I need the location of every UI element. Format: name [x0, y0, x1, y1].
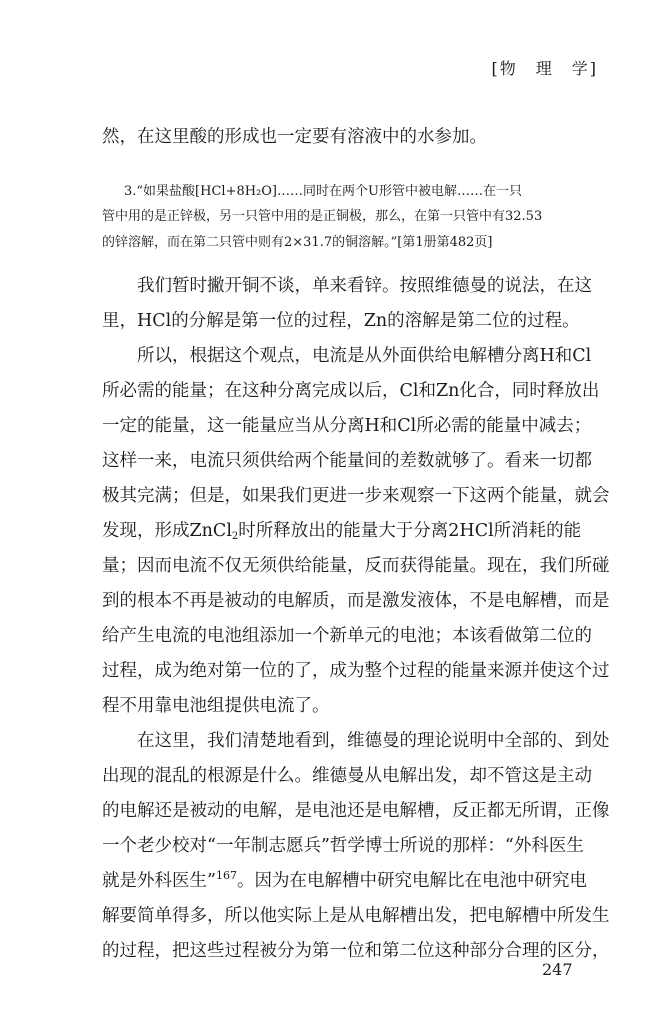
paragraph-line: 然，在这里酸的形成也一定要有溶液中的水参加。	[102, 127, 487, 147]
paragraph-line: 所以，根据这个观点，电流是从外面供给电解槽分离H和Cl	[102, 346, 592, 366]
paragraph-line	[102, 867, 587, 892]
page-number: 247	[542, 960, 573, 979]
text-run: 就是外科医生”	[102, 871, 216, 891]
note-line: 管中用的是正锌极，另一只管中用的是正铜极，那么，在第一只管中有32.53	[102, 209, 543, 224]
paragraph-line: 所必需的能量；在这种分离完成以后，Cl和Zn化合，同时释放出	[102, 381, 600, 401]
paragraph-line: 极其完满；但是，如果我们更进一步来观察一下这两个能量，就会	[102, 486, 610, 506]
paragraph-line: 里，HCl的分解是第一位的过程，Zn的溶解是第二位的过程。	[102, 311, 580, 331]
paragraph-line: 一个老少校对“一年制志愿兵”哲学博士所说的那样：“外科医生	[102, 836, 584, 856]
paragraph-line: 这样一来，电流只须供给两个能量间的差数就够了。看来一切都	[102, 451, 592, 471]
text-run: 时所释放出的能量大于分离2HCl所消耗的能	[238, 521, 582, 541]
paragraph-line: 在这里，我们清楚地看到，维德曼的理论说明中全部的、到处	[102, 731, 610, 751]
paragraph-line: 我们暂时撇开铜不谈，单来看锌。按照维德曼的说法，在这	[102, 276, 592, 296]
paragraph-line: 量；因而电流不仅无须供给能量，反而获得能量。现在，我们所碰	[102, 556, 610, 576]
paragraph-line: 的电解还是被动的电解，是电池还是电解槽，反正都无所谓，正像	[102, 801, 610, 821]
paragraph-line: 到的根本不再是被动的电解质，而是激发液体，不是电解槽，而是	[102, 591, 610, 611]
footnote-marker: 167	[215, 869, 237, 882]
paragraph-line: 的过程，把这些过程被分为第一位和第二位这种部分合理的区分，	[102, 941, 610, 961]
paragraph-line: 过程，成为绝对第一位的了，成为整个过程的能量来源并使这个过	[102, 661, 610, 681]
paragraph-line: 出现的混乱的根源是什么。维德曼从电解出发，却不管这是主动	[102, 766, 592, 786]
text-run: 发现，形成ZnCl	[102, 521, 232, 541]
running-header: [物 理 学]	[491, 59, 598, 78]
paragraph-line	[102, 517, 581, 542]
subscript: 2	[231, 531, 239, 542]
note-line: 的锌溶解，而在第二只管中则有2×31.7的铜溶解。”[第1册第482页]	[102, 235, 493, 250]
paragraph-line: 程不用靠电池组提供电流了。	[102, 696, 330, 716]
paragraph-line: 给产生电流的电池组添加一个新单元的电池；本该看做第二位的	[102, 626, 592, 646]
paragraph-line: 解要简单得多，所以他实际上是从电解槽出发，把电解槽中所发生	[102, 906, 610, 926]
note-line: 3.“如果盐酸[HCl+8H₂O]……同时在两个U形管中被电解……在一只	[124, 184, 522, 199]
paragraph-line: 一定的能量，这一能量应当从分离H和Cl所必需的能量中减去；	[102, 416, 592, 436]
text-run: 。因为在电解槽中研究电解比在电池中研究电	[236, 871, 587, 891]
